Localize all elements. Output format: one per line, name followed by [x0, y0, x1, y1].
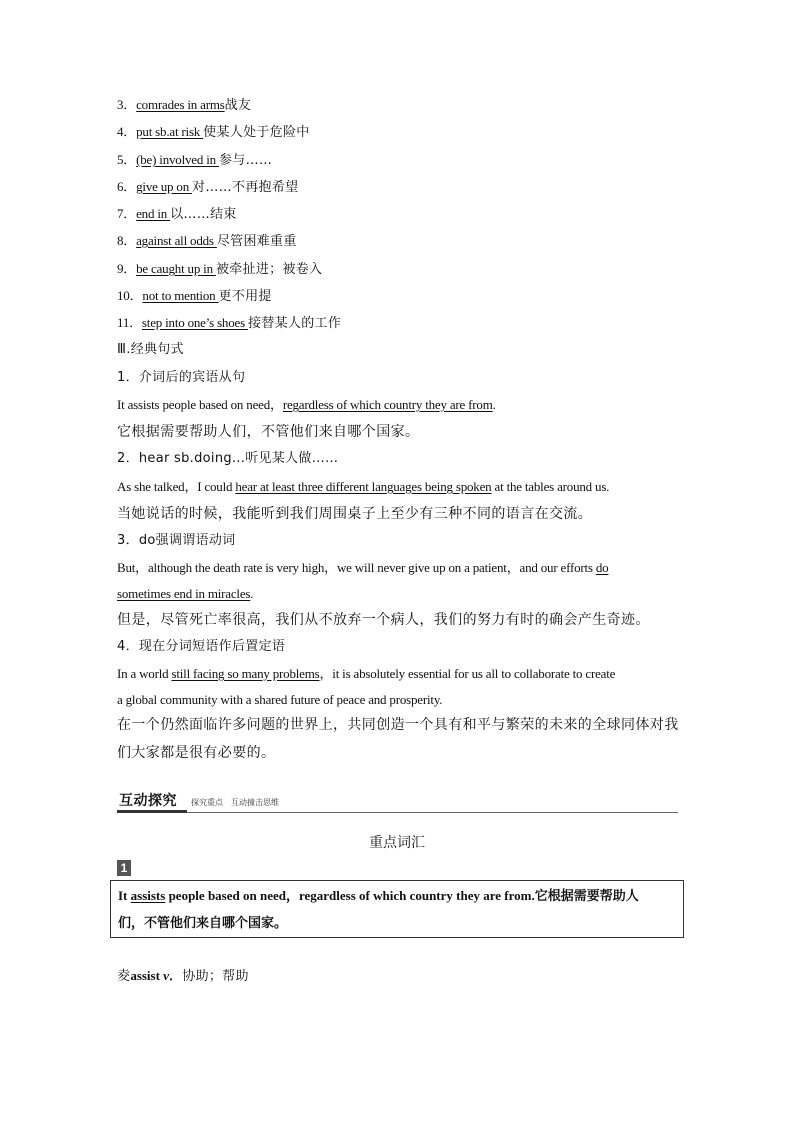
phrase-chinese: 使某人处于危险中	[203, 125, 310, 140]
phrase-item	[117, 313, 341, 334]
pattern-example-en-cont: sometimes end in miracles.	[117, 586, 254, 601]
vocab-note: 夌assist v．协助；帮助	[117, 968, 249, 984]
phrase-english: be caught up in	[136, 261, 216, 276]
phrase-number: 10．	[117, 288, 143, 303]
phrase-chinese: 接替某人的工作	[248, 316, 342, 331]
phrase-chinese: 更不用提	[218, 289, 272, 304]
phrase-chinese: 对……不再抱希望	[192, 180, 299, 195]
part-of-speech: v	[163, 968, 169, 983]
phrase-number: 9．	[117, 261, 137, 276]
phrase-number: 3．	[117, 97, 137, 112]
phrase-chinese: 参与……	[219, 153, 273, 168]
section-heading: Ⅲ.经典句式	[117, 342, 184, 357]
pattern-example-zh: 当她说话的时候，我能听到我们周围桌子上至少有三种不同的语言在交流。	[117, 506, 593, 522]
phrase-item	[117, 122, 310, 143]
phrase-english: not to mention	[142, 288, 219, 303]
pattern-title: 3．do强调谓语动词	[117, 533, 236, 548]
phrase-number: 8．	[117, 233, 137, 248]
phrase-number: 6．	[117, 179, 137, 194]
phrase-item	[117, 259, 322, 280]
center-heading: 重点词汇	[369, 835, 425, 851]
pattern-example-en: It assists people based on need，regardless of which country they are from.	[117, 397, 496, 412]
pattern-example-en: But，although the death rate is very high，we will never give up on a patient，and our efforts do	[117, 560, 609, 575]
note-marker-icon: 夌	[117, 969, 131, 984]
phrase-chinese: 战友	[224, 98, 252, 113]
pattern-example-zh: 它根据需要帮助人们，不管他们来自哪个国家。	[117, 424, 420, 440]
phrase-item	[117, 95, 251, 116]
pattern-example-zh: 在一个仍然面临许多问题的世界上，共同创造一个具有和平与繁荣的未来的全球同体对我	[117, 717, 679, 733]
section-bar-title: 互动探究	[119, 793, 177, 809]
vocab-word: assist	[130, 968, 164, 983]
pattern-title: 1．介词后的宾语从句	[117, 370, 246, 385]
phrase-number: 7．	[117, 206, 137, 221]
phrase-chinese: 尽管困难重重	[216, 234, 297, 249]
phrase-english: comrades in arms	[136, 97, 225, 112]
pattern-title: 4．现在分词短语作后置定语	[117, 639, 286, 654]
phrase-item	[117, 204, 237, 225]
section-bar	[117, 788, 678, 816]
phrase-english: (be) involved in	[136, 152, 219, 167]
pattern-title: 2．hear sb.doing...听见某人做……	[117, 451, 339, 466]
pattern-example-en: As she talked，I could hear at least three different languages being spoken at the tables around us.	[117, 479, 610, 494]
phrase-item	[117, 177, 298, 198]
phrase-number: 5．	[117, 152, 137, 167]
phrase-english: against all odds	[136, 233, 217, 248]
pattern-example-en-cont: a global community with a shared future of peace and prosperity.	[117, 692, 443, 707]
pattern-example-zh: 但是，尽管死亡率很高，我们从不放弃一个病人，我们的努力有时的确会产生奇迹。	[117, 612, 650, 628]
phrase-english: put sb.at risk	[136, 124, 204, 139]
section-bar-divider	[187, 812, 678, 813]
phrase-english: step into one’s shoes	[141, 315, 249, 330]
vocab-meaning: 协助；帮助	[182, 969, 249, 984]
phrase-item	[117, 286, 272, 307]
pattern-example-en: In a world still facing so many problems，it is absolutely essential for us all to collaborate to create	[117, 666, 616, 681]
example-box	[110, 880, 684, 938]
phrase-item	[117, 150, 272, 171]
phrase-english: end in	[136, 206, 171, 221]
phrase-item	[117, 231, 297, 252]
section-bar-subtitle: 探究重点 互动撞击思维	[191, 798, 279, 807]
phrase-chinese: 以……结束	[170, 207, 237, 222]
example-box-line: It assists people based on need，regardless of which country they are from.它根据需要帮助人	[118, 888, 639, 904]
phrase-chinese: 被牵扯进；被卷入	[215, 262, 323, 277]
phrase-english: give up on	[136, 179, 193, 194]
phrase-number: 4．	[117, 124, 137, 139]
pattern-example-zh-cont: 们大家都是很有必要的。	[117, 745, 276, 761]
phrase-number: 11．	[117, 315, 142, 330]
number-badge: 1	[117, 860, 131, 876]
example-box-line: 们，不管他们来自哪个国家。	[118, 916, 288, 931]
section-bar-accent	[117, 810, 187, 813]
